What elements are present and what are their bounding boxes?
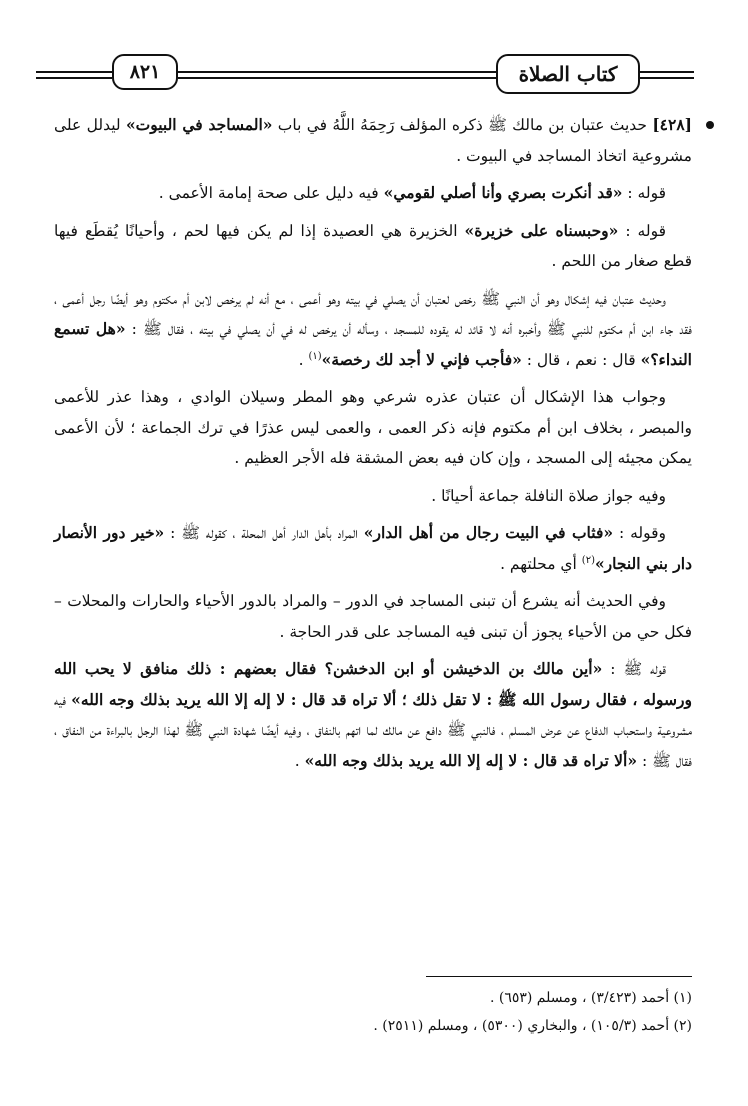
header-rule-middle-top [178,71,496,73]
paragraph-5: وجواب هذا الإشكال أن عتبان عذره شرعي وهو المطر وسيلان الوادي ، وهذا عذر للأعمى والمبصر ، بخلاف ابن أم مكتوم فإنه ذكر العمى ، والعمى ليس عذرًا في ترك الجماعة ؛ لأن الأعمى يمكن مجيئه إلى المسجد ، وإن كان فيه بعض المشقة فله الأجر العظيم . [54,388,692,467]
header-rule-right-bottom [640,77,694,79]
quote: «فأجب فإني لا أجد لك رخصة» [321,349,522,369]
paragraph-2: قوله : «قد أنكرت بصري وأنا أصلي لقومي» فيه دليل على صحة إمامة الأعمى . [158,183,666,202]
header-rule-middle-bottom [178,77,496,79]
header-rule-left-top [36,71,112,73]
paragraph-4: وحديث عتبان فيه إشكال وهو أن النبي ﷺ رخص لعتبان أن يصلي في بيته وهو أعمى ، مع أنه لم يرخص لابن أم مكتوم وهو أيضًا رجل أعمى ، فقد جاء ابن أم مكتوم للنبي ﷺ وأخبره أنه لا قائد له يقوده للمسجد ، وسأله أن يرخص له في أن يصلي في بيته ، فقال ﷺ : «هل تسمع النداء؟» قال : نعم ، قال : «فأجب فإني لا أجد لك رخصة»$^{(١)}$ . [54,289,692,369]
quote: «هل تسمع النداء؟» [54,319,692,369]
paragraph-6: وفيه جواز صلاة النافلة جماعة أحيانًا . [431,486,666,505]
paragraph-1: [٤٢٨] حديث عتبان بن مالك ﷺ ذكره المؤلف رَحِمَهُ اللَّهُ في باب «المساجد في البيوت» ليدلل على مشروعية اتخاذ المساجد في البيوت . [54,110,692,171]
footnote-ref-2: (٢) [581,554,595,566]
paragraph-7: وقوله : «فثاب في البيت رجال من أهل الدار» المراد بأهل الدار أهل المحلة ، كقوله ﷺ : «خير دور الأنصار دار بني النجار»$^{(٢)}$ أي محلتهم . [54,523,692,573]
book-title: كتاب الصلاة [496,54,640,94]
footnote-ref-1: (١) [308,350,322,362]
quote: «خير دور الأنصار دار بني النجار» [54,523,692,573]
paragraph-9: قوله ﷺ : «أين مالك بن الدخيشن أو ابن الدخشن؟ فقال بعضهم : ذلك منافق لا يحب الله ورسوله ، فقال رسول الله ﷺ : لا تقل ذلك ؛ ألا تراه قد قال : لا إله إلا الله يريد بذلك وجه الله» فيه مشروعية واستحباب الدفاع عن عرض المسلم ، فالنبي ﷺ دافع عن مالك لما اتهم بالنفاق ، وفيه أيضًا شهادة النبي ﷺ لهذا الرجل بالبراءة من النفاق ، فقال ﷺ : «ألا تراه قد قال : لا إله إلا الله يريد بذلك وجه الله» . [54,659,692,770]
quote: «ألا تراه قد قال : لا إله إلا الله يريد بذلك وجه الله» [304,750,638,770]
footnote-2: (٢) أحمد (١٠٥/٣) ، والبخاري (٥٣٠٠) ، ومسلم (٢٥١١) . [373,1018,692,1034]
chapter-name: «المساجد في البيوت» [125,115,273,134]
paragraph-3: قوله : «وحبسناه على خزيرة» الخزيرة هي العصيدة إذا لم يكن فيها لحم ، وأحيانًا يُقطَع فيها قطع صغار من اللحم . [54,220,692,270]
paragraph-8: وفي الحديث أنه يشرع أن تبنى المساجد في الدور – والمراد بالدور الأحياء والحارات والمحلات – فكل حي من الأحياء يجوز أن تبنى فيه المساجد على قدر الحاجة . [54,592,692,641]
header-rule-left-bottom [36,77,112,79]
main-text [54,110,692,783]
footnote-separator [426,976,692,977]
footnotes [54,984,692,1040]
quote: «فثاب في البيت رجال من أهل الدار» [363,523,614,542]
page-header [0,0,748,100]
hadith-number: [٤٢٨] [652,115,692,134]
quote: «أين مالك بن الدخيشن أو ابن الدخشن؟ فقال بعضهم : ذلك منافق لا يحب الله ورسوله ، فقال رسول الله ﷺ : لا تقل ذلك ؛ ألا تراه قد قال : لا إله إلا الله يريد بذلك وجه الله» [54,659,692,709]
header-rule-right-top [640,71,694,73]
bullet-icon [706,121,714,129]
quote: «قد أنكرت بصري وأنا أصلي لقومي» [383,183,623,202]
footnote-1: (١) أحمد (٣/٤٢٣) ، ومسلم (٦٥٣) . [489,990,692,1006]
page-number: ٨٢١ [112,54,178,90]
quote: «وحبسناه على خزيرة» [464,220,619,240]
